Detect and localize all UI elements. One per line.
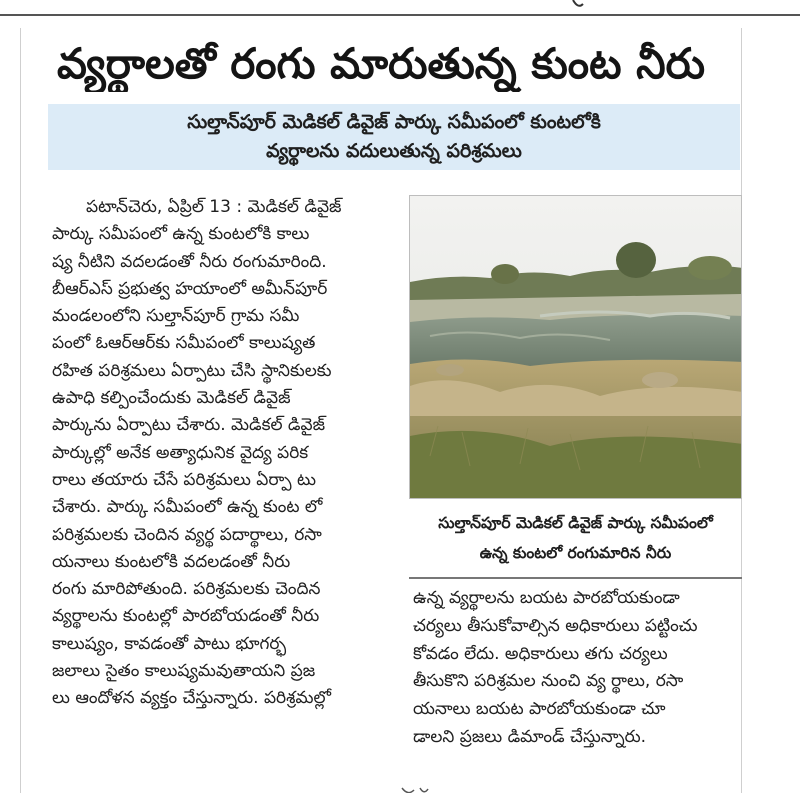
body-line: కాలుష్యం, కావడంతో పాటు భూగర్భ <box>52 633 287 654</box>
body-line: పంలో ఓఆర్‌ఆర్‌కు సమీపంలో కాలుష్యత <box>52 333 316 354</box>
body-line: పార్కును ఏర్పాటు చేశారు. మెడికల్‌ డివైజ్‌ <box>52 415 326 436</box>
body-line: వ్యర్థాలను కుంటల్లో పారబోయడంతో నీరు <box>52 606 320 627</box>
top-border-rule <box>0 14 800 16</box>
body-line: బీఆర్‌ఎస్‌ ప్రభుత్వ హయాంలో అమీన్‌పూర్‌ <box>52 278 328 299</box>
article-body-right-column <box>413 585 739 752</box>
body-line: ష్య నీటిని వదలడంతో నీరు రంగుమారింది. <box>52 251 327 272</box>
body-line: తీసుకొని పరిశ్రమల నుంచి వ్య ర్థాలు, రసా <box>413 671 684 692</box>
caption-divider <box>409 577 742 579</box>
body-line: రంగు మారిపోతుంది. పరిశ్రమలకు చెందిన <box>52 579 321 600</box>
body-line: రహిత పరిశ్రమలు ఏర్పాటు చేసి స్థానికులకు <box>52 360 332 381</box>
body-line: ఉపాధి కల్పించేందుకు మెడికల్‌ డివైజ్‌ <box>52 388 291 409</box>
body-line: పరిశ్రమలకు చెందిన వ్యర్థ పదార్థాలు, రసా <box>52 524 322 545</box>
photo-caption <box>409 508 742 568</box>
body-line: పార్కు సమీపంలో ఉన్న కుంటలోకి కాలు <box>52 224 310 245</box>
caption-line: సుల్తాన్‌పూర్‌ మెడికల్‌ డివైజ్‌ పార్కు సమీపంలో <box>438 514 713 532</box>
body-line: కోవడం లేదు. అధికారులు తగు చర్యలు <box>413 643 668 664</box>
page-left-border <box>20 28 21 793</box>
body-line: పార్కుల్లో అనేక అత్యాధునిక వైద్య పరిక <box>52 442 309 463</box>
article-photo-pond <box>409 195 742 499</box>
body-line: చేశారు. పార్కు సమీపంలో ఉన్న కుంట లో <box>52 497 323 518</box>
caption-line: ఉన్న కుంటలో రంగుమారిన నీరు <box>479 544 672 562</box>
body-line: పటాన్‌చెరు, ఏప్రిల్‌ 13 : మెడికల్‌ డివైజ్‌ <box>86 197 342 217</box>
body-line: రాలు తయారు చేసే పరిశ్రమలు ఏర్పా టు <box>52 469 316 490</box>
body-line: డాలని ప్రజలు డిమాండ్‌ చేస్తున్నారు. <box>413 726 647 747</box>
article-body-left-column <box>52 194 392 713</box>
cropped-glyph-fragment <box>572 0 584 10</box>
body-line: చర్యలు తీసుకోవాల్సిన అధికారులు పట్టించు <box>413 615 698 636</box>
article-deck <box>48 104 740 170</box>
body-line: యనాలు బయట పారబోయకుండా చూ <box>413 699 666 720</box>
body-line: ఉన్న వ్యర్థాలను బయట పారబోయకుండా <box>413 588 680 608</box>
body-line: జలాలు సైతం కాలుష్యమవుతాయని ప్రజ <box>52 661 316 682</box>
article-headline: వ్యర్థాలతో రంగు మారుతున్న కుంట నీరు <box>56 39 706 88</box>
deck-line: సుల్తాన్‌పూర్‌ మెడికల్‌ డివైజ్‌ పార్కు సమీపంలో కుంటలోకి <box>187 111 601 133</box>
body-line: యనాలు కుంటలోకి వదలడంతో నీరు <box>52 551 291 572</box>
cropped-glyph-fragment <box>400 781 430 791</box>
body-line: లు ఆందోళన వ్యక్తం చేస్తున్నారు. పరిశ్రమల్లో <box>52 688 331 709</box>
deck-line: వ్యర్థాలను వదులుతున్న పరిశ్రమలు <box>266 140 522 162</box>
body-line: మండలంలోని సుల్తాన్‌పూర్‌ గ్రామ సమీ <box>52 306 300 327</box>
